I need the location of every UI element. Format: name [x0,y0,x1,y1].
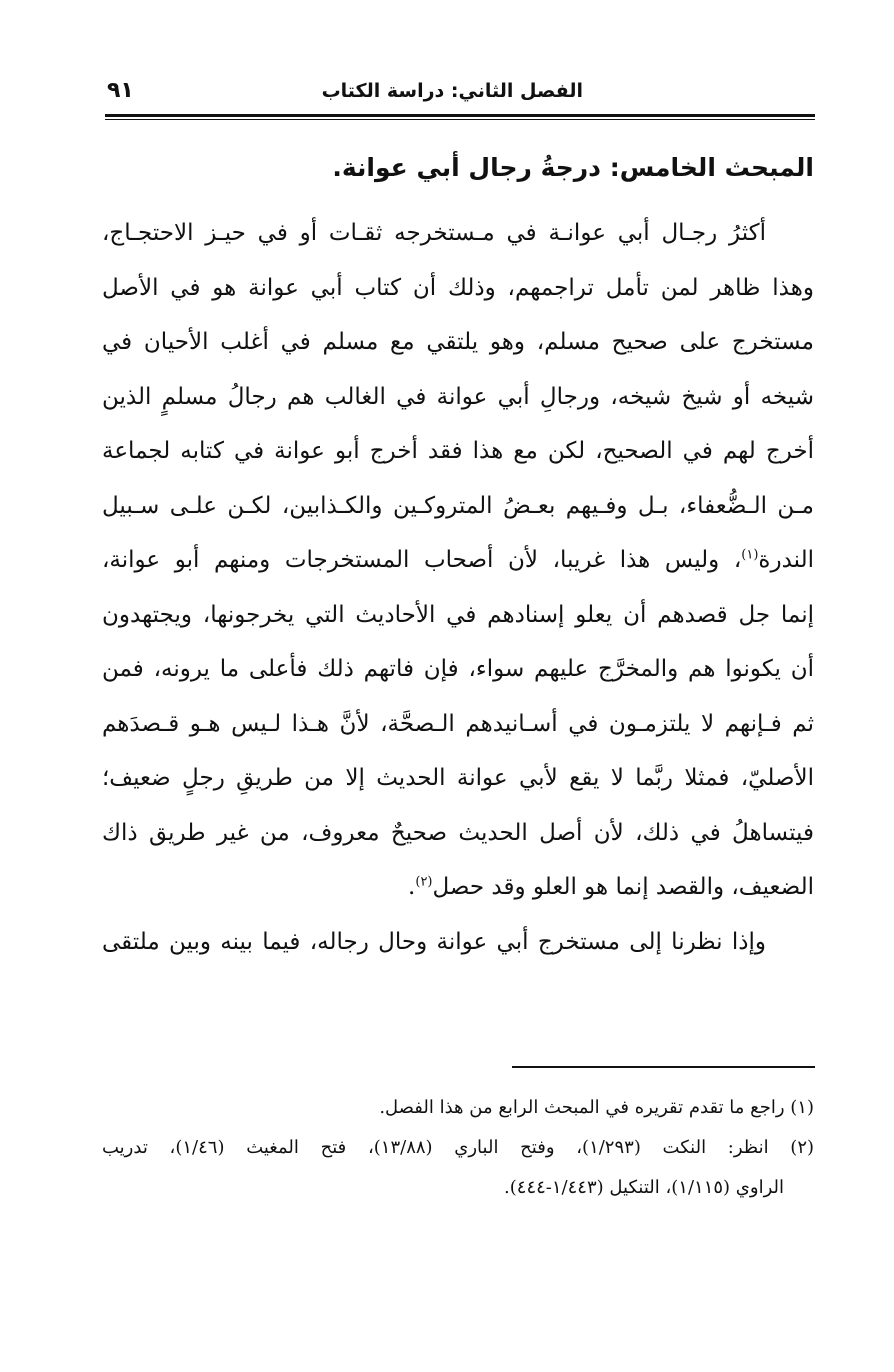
body-line: مـن الـضُّعفاء، بـل وفـيهم بعـضُ المتروكـين والكـذابين، لكـن علـى سـبيل [102,492,814,519]
body-line [102,533,814,588]
body-line: وإذا نظرنا إلى مستخرج أبي عوانة وحال رجاله، فيما بينه وبين ملتقى [102,928,766,955]
body-text-span: . [408,874,416,900]
footnotes [102,1088,814,1208]
section-heading: المبحث الخامس: درجةُ رجال أبي عوانة. [332,153,814,182]
body-line: أن يكونوا هم والمخرَّج عليهم سواء، فإن فاتهم ذلك فأعلى ما يرونه، فمن [102,656,814,682]
body-text-span: الندرة [758,547,814,573]
footnote-separator [512,1066,815,1068]
body-text-span: ، وليس هذا غريبا، لأن أصحاب المستخرجات ومنهم أبو عوانة، [102,547,742,573]
body-line: وهذا ظاهر لمن تأمل تراجمهم، وذلك أن كتاب أبي عوانة هو في الأصل [102,274,814,301]
body-line: مستخرج على صحيح مسلم، وهو يلتقي مع مسلم في أغلب الأحيان في [102,329,814,355]
body-text [102,206,814,969]
body-line: أخرج لهم في الصحيح، لكن مع هذا فقد أخرج أبو عوانة في كتابه لجماعة [102,438,814,464]
footnote-2: (٢) انظر: النكت (١/٢٩٣)، وفتح الباري (١٣/٨٨)، فتح المغيث (١/٤٦)، تدريب [102,1137,814,1158]
header-rule-thin [105,119,815,120]
header-rule [105,114,815,117]
footnote-1: (١) راجع ما تقدم تقريره في المبحث الرابع من هذا الفصل. [379,1097,814,1118]
body-line: الأصليّ، فمثلا ربَّما لا يقع لأبي عوانة الحديث إلا من طريقِ رجلٍ ضعيف؛ [102,765,814,791]
body-line: شيخه أو شيخ شيخه، ورجالِ أبي عوانة في الغالب هم رجالُ مسلمٍ الذين [102,383,814,410]
footnote-ref-2[interactable]: (٢) [415,874,433,890]
body-line: ثم فـإنهم لا يلتزمـون في أسـانيدهم الـصحَّة، لأنَّ هـذا لـيس هـو قـصدَهم [102,710,814,737]
page-number: ٩١ [107,78,134,103]
chapter-title: الفصل الثاني: دراسة الكتاب [321,80,583,102]
body-text-span: الضعيف، والقصد إنما هو العلو وقد حصل [432,874,814,900]
body-line: إنما جل قصدهم أن يعلو إسنادهم في الأحاديث التي يخرجونها، ويجتهدون [102,601,814,628]
footnote-2-continuation: الراوي (١/١١٥)، التنكيل (١/٤٤٣-٤٤٤). [504,1177,784,1198]
body-line [102,860,814,915]
body-line: أكثرُ رجـال أبي عوانـة في مـستخرجه ثقـات أو في حيـز الاحتجـاج، [102,220,766,246]
body-line: فيتساهلُ في ذلك، لأن أصل الحديث صحيحٌ معروف، من غير طريق ذاك [102,819,814,846]
footnote-ref-1[interactable]: (١) [741,547,759,563]
running-header [105,76,815,112]
